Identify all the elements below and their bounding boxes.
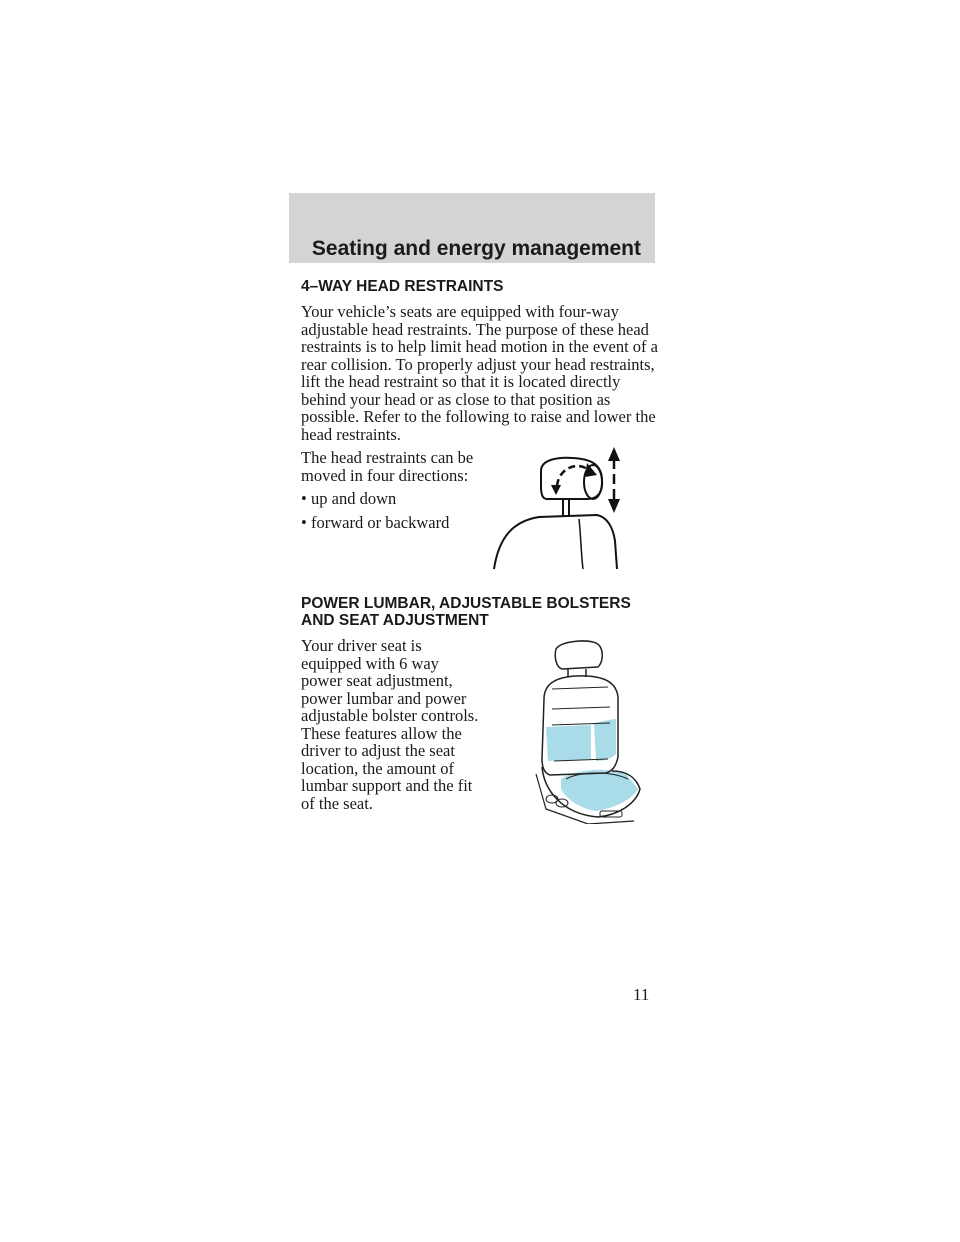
head-restraint-directions [301, 449, 661, 589]
directions-list [301, 490, 481, 531]
directions-text: The head restraints can be moved in four directions: [301, 448, 474, 485]
page-number: 11 [633, 985, 650, 1004]
power-lumbar-section [301, 637, 661, 837]
heading-head-restraints: 4–WAY HEAD RESTRAINTS [301, 278, 504, 295]
page-content [301, 278, 661, 837]
section-header-band [289, 193, 655, 263]
section-title: Seating and energy management [311, 237, 641, 260]
list-item: • forward or backward [301, 512, 450, 532]
head-restraint-illustration [489, 441, 629, 576]
head-restraints-intro: Your vehicle’s seats are equipped with four-way adjustable head restraints. The purpose of these head restraints is to help limit head motion in the event of a rear collision. To properly adjust your head restraints, lift the head restraint so that it is located directly behind your head or as close to that position as possible. Refer to the following to raise and lower the head restraints. [301, 302, 658, 444]
power-lumbar-body: Your driver seat is equipped with 6 way power seat adjustment, power lumbar and power adjustable bolster controls. These features allow the driver to adjust the seat location, the amount of lumbar support and the fit of the seat. [301, 636, 479, 813]
list-item: • up and down [301, 489, 397, 508]
power-seat-illustration [516, 639, 641, 824]
heading-power-lumbar: POWER LUMBAR, ADJUSTABLE BOLSTERS AND SEAT ADJUSTMENT [301, 595, 631, 629]
